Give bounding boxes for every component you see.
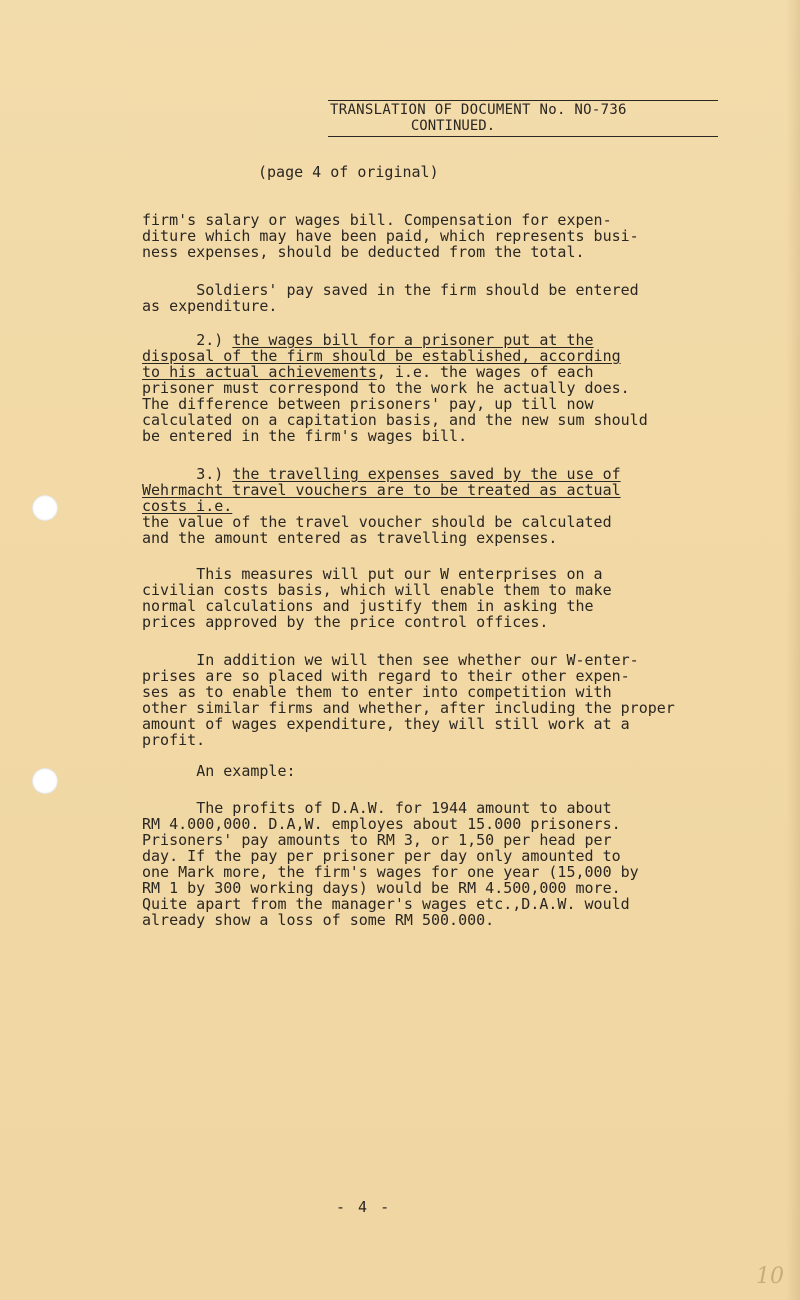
paragraph-wages-bill: firm's salary or wages bill. Compensation for expen- diture which may have been paid, which represents busi- ness expenses, should be deducted from the total. [142,211,639,261]
punch-hole-top [32,495,58,521]
point-3-number: 3.) [142,465,233,483]
header-bottom-rule [328,136,718,137]
page-number: - 4 - [336,1198,392,1216]
header-top-rule [328,100,718,101]
margin-note: 10 [756,1264,784,1289]
point-2-number: 2.) [142,331,233,349]
paragraph-point-2 [142,332,727,444]
punch-hole-bottom [32,768,58,794]
page-of-original: (page 4 of original) [258,163,439,181]
paragraph-example: The profits of D.A.W. for 1944 amount to about RM 4.000,000. D.A,W. employes about 15.000 prisoners. Prisoners' pay amounts to RM 3, or 1,50 per head per day. If the pay per prisoner per day only amounted to one Mark more, the firm's wages for one year (15,000 by RM 1 by 300 working days) would be RM 4.500,000 more. Quite apart from the manager's wages etc.,D.A.W. would already show a loss of some RM 500.000. [142,799,639,929]
paragraph-measures: This measures will put our W enterprises on a civilian costs basis, which will enable them to make normal calculations and justify them in asking the prices approved by the price control offices. [142,565,612,631]
paragraph-in-addition: In addition we will then see whether our W-enter- prises are so placed with regard to their other expen- ses as to enable them to enter into competition with other similar firms and whether, after including the proper amount of wages expenditure, they will still work at a profit. [142,651,675,749]
paragraph-example-label: An example: [142,762,296,780]
header-continued: CONTINUED. [410,118,496,134]
header-title: TRANSLATION OF DOCUMENT No. NO-736 [330,102,627,118]
point-3-underlined: the travelling expenses saved by the use of Wehrmacht travel vouchers are to be treated as actual costs i.e. [142,465,621,515]
paper-edge-shadow [786,0,800,1300]
point-3-rest: the value of the travel voucher should be calculated and the amount entered as travelling expenses. [142,513,612,547]
paragraph-soldiers-pay: Soldiers' pay saved in the firm should be entered as expenditure. [142,281,639,315]
point-2-underlined: the wages bill for a prisoner put at the disposal of the firm should be established, according to his actual achievements [142,331,621,381]
paragraph-point-3 [142,466,727,546]
document-header [328,100,718,137]
point-2-rest: , i.e. the wages of each prisoner must correspond to the work he actually does. The difference between prisoners' pay, up till now calculated on a capitation basis, and the new sum should be entered in the firm's wages bill. [142,363,648,445]
